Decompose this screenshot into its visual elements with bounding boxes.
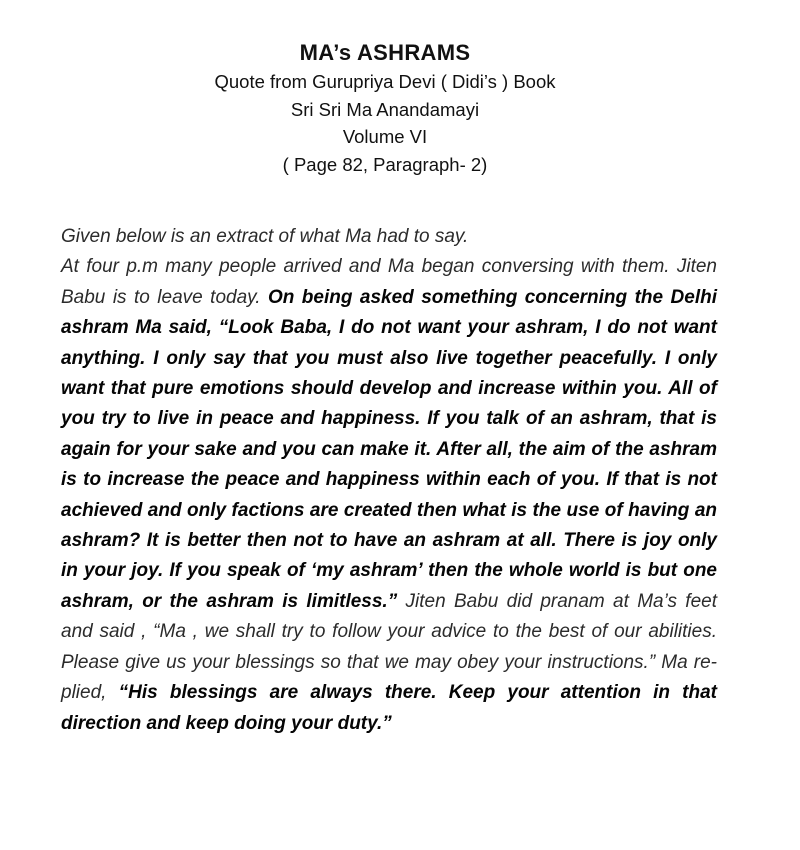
- book-title: Sri Sri Ma Anandamayi: [290, 98, 480, 120]
- ma-reply-quote: “His blessings are always there. Keep your attention in that direction and keep doing your duty.”: [61, 682, 717, 734]
- narration-text: Jiten Babu did pranam at Ma’s feet and said , “Ma , we shall try to follow your advice to the best of our abilities. Please give us your blessings so that we may obey your instructions.” Ma re-plied,: [61, 590, 717, 704]
- volume-label: Volume VI: [342, 126, 428, 147]
- page-reference: ( Page 82, Paragraph- 2): [282, 153, 488, 175]
- main-paragraph: [61, 252, 717, 739]
- document-header: [0, 38, 770, 178]
- narration-text: At four p.m many people arrived and Ma began conversing with them. Jiten Babu is to leave today.: [61, 256, 717, 308]
- intro-line: Given below is an extract of what Ma had to say.: [61, 226, 469, 247]
- document-body: [61, 222, 717, 739]
- source-line: Quote from Gurupriya Devi ( Didi’s ) Book: [214, 71, 556, 92]
- ma-quote: On being asked something concerning the Delhi ashram Ma said, “Look Baba, I do not want your ashram, I do not want anything. I only say that you must also live together peacefully. I only want that pure emotions should develop and increase within you. All of you try to live in peace and happiness. If you talk of an ashram, that is again for your sake and you can make it. After all, the aim of the ashram is to increase the peace and happiness within each of you. If that is not achieved and only factions are created then what is the use of having an ashram? It is better then not to have an ashram at all. There is joy only in your joy. If you speak of ‘my ashram’ then the whole world is but one ashram, or the ashram is limitless.”: [61, 286, 717, 612]
- page-title: MA’s ASHRAMS: [299, 40, 471, 65]
